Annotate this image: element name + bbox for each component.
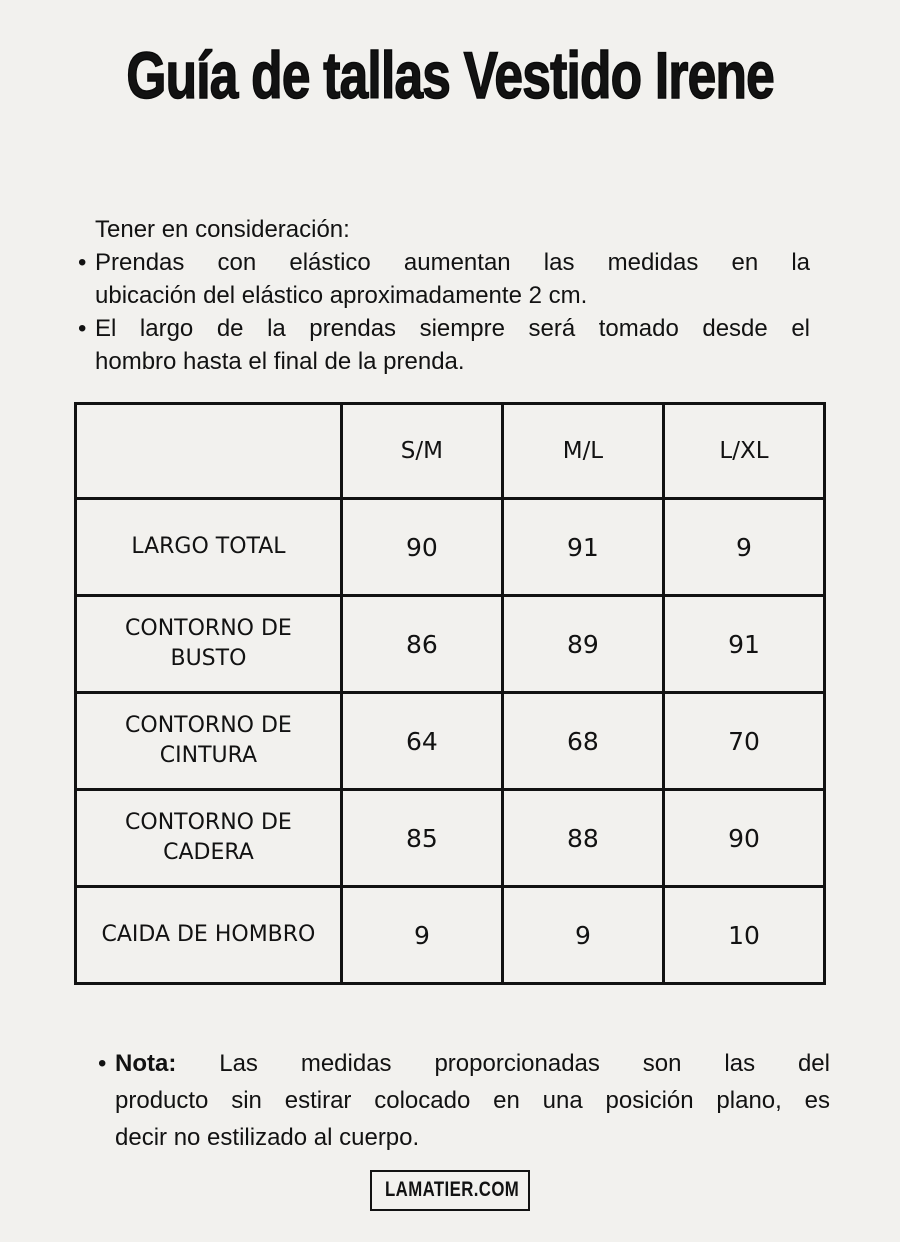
cell-value: 85	[341, 790, 502, 887]
consideration-line: Prendas con elástico aumentan las medidas en la	[95, 249, 810, 276]
consideration-text	[95, 312, 810, 378]
size-guide-page	[0, 38, 900, 1242]
size-table-header-row	[76, 404, 825, 499]
note-section	[98, 1045, 830, 1156]
column-header-lxl: L/XL	[663, 404, 824, 499]
table-row	[76, 790, 825, 887]
note-line	[115, 1045, 830, 1082]
cell-value: 91	[502, 499, 663, 596]
cell-value: 90	[341, 499, 502, 596]
page-title-text: Guía de tallas Vestido Irene	[126, 38, 774, 112]
cell-value: 89	[502, 596, 663, 693]
bullet-icon: •	[78, 315, 87, 342]
table-row	[76, 693, 825, 790]
cell-value: 86	[341, 596, 502, 693]
cell-value: 90	[663, 790, 824, 887]
row-label: CONTORNO DE CINTURA	[76, 693, 342, 790]
brand-name: LAMATIER.COM	[385, 1178, 520, 1201]
cell-value: 88	[502, 790, 663, 887]
note-line: producto sin estirar colocado en una posición plano, es	[115, 1087, 830, 1114]
cell-value: 70	[663, 693, 824, 790]
cell-value: 9	[663, 499, 824, 596]
corner-cell	[76, 404, 342, 499]
row-label: CAIDA DE HOMBRO	[76, 887, 342, 984]
row-label: CONTORNO DE BUSTO	[76, 596, 342, 693]
consideration-text	[95, 246, 810, 312]
cell-value: 10	[663, 887, 824, 984]
consideration-item	[78, 246, 810, 312]
consideration-line: ubicación del elástico aproximadamente 2 cm.	[95, 282, 588, 309]
note-text	[115, 1045, 830, 1156]
table-row	[76, 596, 825, 693]
brand-badge	[370, 1170, 530, 1211]
cell-value: 9	[502, 887, 663, 984]
cell-value: 9	[341, 887, 502, 984]
size-table	[74, 402, 826, 985]
consideration-line: hombro hasta el final de la prenda.	[95, 348, 465, 375]
note-item	[98, 1045, 830, 1156]
note-line-rest: Las medidas proporcionadas son las del	[219, 1050, 830, 1077]
note-line: decir no estilizado al cuerpo.	[115, 1124, 420, 1151]
column-header-ml: M/L	[502, 404, 663, 499]
row-label: LARGO TOTAL	[76, 499, 342, 596]
consideration-line: El largo de la prendas siempre será tomado desde el	[95, 315, 810, 342]
column-header-sm: S/M	[341, 404, 502, 499]
row-label: CONTORNO DE CADERA	[76, 790, 342, 887]
cell-value: 64	[341, 693, 502, 790]
table-row	[76, 887, 825, 984]
considerations-section	[78, 213, 810, 378]
bullet-icon: •	[98, 1050, 107, 1077]
cell-value: 91	[663, 596, 824, 693]
considerations-heading: Tener en consideración:	[95, 216, 350, 243]
note-label: Nota:	[115, 1050, 177, 1077]
table-row	[76, 499, 825, 596]
bullet-icon: •	[78, 249, 87, 276]
cell-value: 68	[502, 693, 663, 790]
page-title	[0, 38, 900, 112]
consideration-item	[78, 312, 810, 378]
